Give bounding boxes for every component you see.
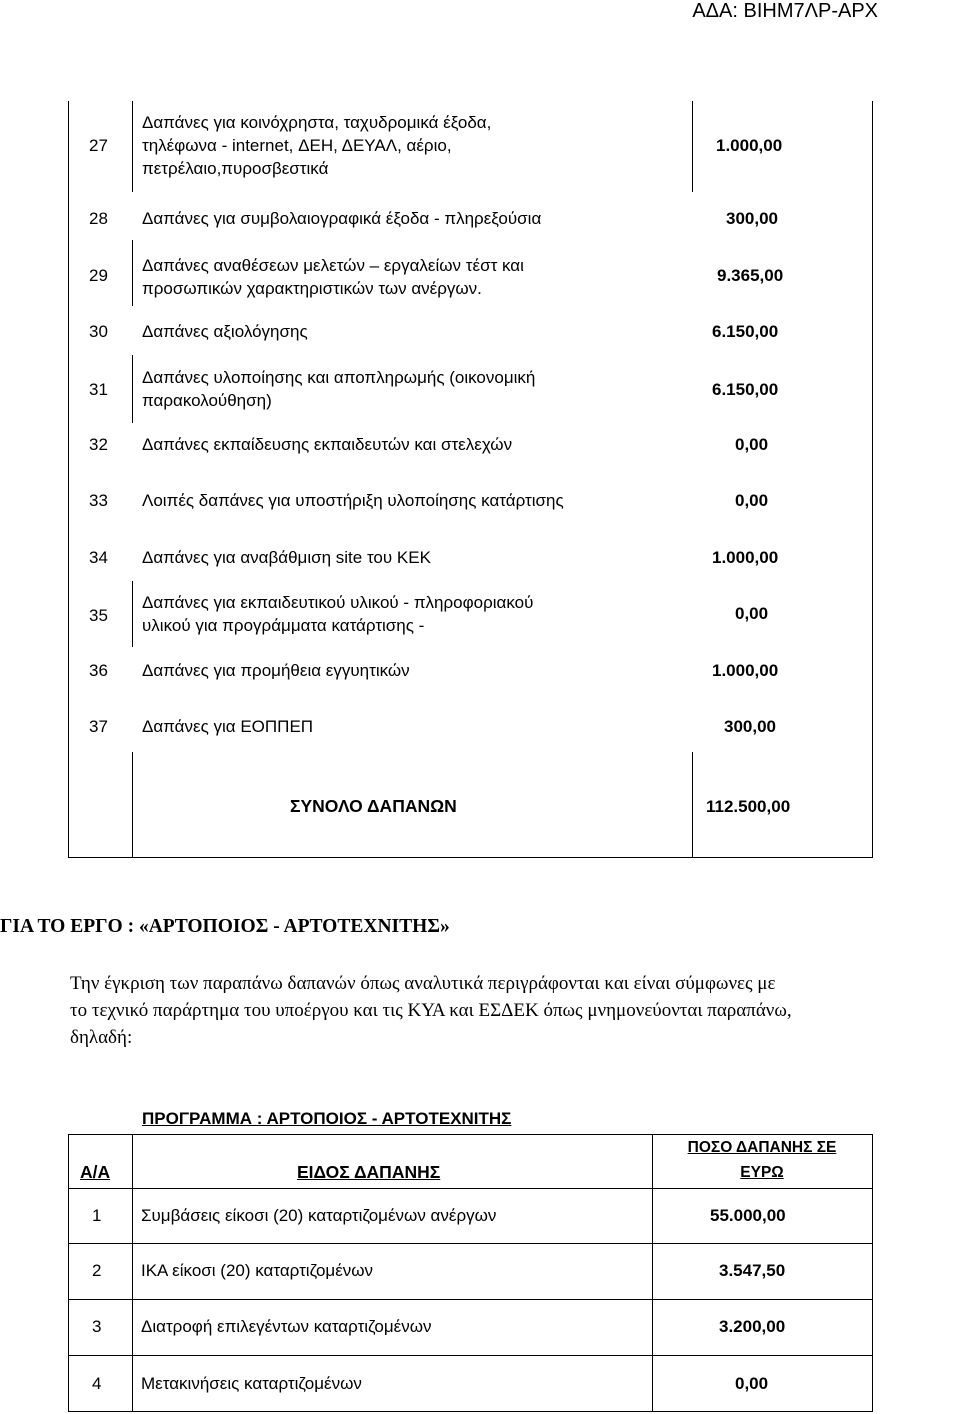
program-row-amount: 3.547,50	[719, 1261, 786, 1280]
row-description: Δαπάνες αναθέσεων μελετών – εργαλείων τέστ και προσωπικών χαρακτηριστικών των ανέργων.	[142, 256, 524, 298]
row-description: Δαπάνες αξιολόγησης	[142, 322, 308, 341]
ada-code: ΑΔΑ: ΒΙΗΜ7ΛΡ-ΑΡΧ	[692, 0, 878, 22]
table-divider	[132, 240, 133, 306]
row-number: 30	[89, 322, 108, 341]
row-description: Δαπάνες υλοποίησης και αποπληρωμής (οικονομική παρακολούθηση)	[142, 368, 536, 410]
row-description: Δαπάνες για κοινόχρηστα, ταχυδρομικά έξοδα, τηλέφωνα - internet, ΔΕΗ, ΔΕΥΑΛ, αέριο, πετρέλαιο,πυροσβεστικά	[142, 113, 492, 178]
table-border-left	[68, 101, 69, 858]
program-row-amount: 0,00	[735, 1374, 769, 1393]
row-number: 29	[89, 266, 108, 285]
program-table-bottom-border	[68, 1411, 873, 1412]
table-divider	[692, 752, 693, 858]
project-heading: ΓΙΑ ΤΟ ΕΡΓΟ : «ΑΡΤΟΠΟΙΟΣ - ΑΡΤΟΤΕΧΝΙΤΗΣ»	[0, 916, 450, 937]
program-row-number: 3	[92, 1317, 102, 1336]
program-row-divider	[68, 1243, 873, 1244]
program-row-description: Μετακινήσεις καταρτιζομένων	[141, 1374, 362, 1393]
row-number: 33	[89, 491, 108, 510]
program-row-description: ΙΚΑ είκοσι (20) καταρτιζομένων	[141, 1261, 374, 1280]
program-row-description: Διατροφή επιλεγέντων καταρτιζομένων	[141, 1317, 432, 1336]
approval-paragraph: Την έγκριση των παραπάνω δαπανών όπως αναλυτικά περιγράφονται και είναι σύμφωνες με το τεχνικό παράρτημα του υποέργου και τις ΚΥΑ και ΕΣΔΕΚ όπως μνημονεύονται παραπάνω, δηλαδή:	[70, 973, 792, 1048]
program-table-border-right	[872, 1134, 873, 1412]
program-row-description: Συμβάσεις είκοσι (20) καταρτιζομένων ανέργων	[141, 1206, 497, 1225]
total-label: ΣΥΝΟΛΟ ΔΑΠΑΝΩΝ	[290, 796, 457, 816]
row-amount: 1.000,00	[716, 136, 783, 155]
row-amount: 300,00	[726, 209, 778, 228]
row-amount: 0,00	[735, 435, 769, 454]
program-table-header-border	[68, 1188, 873, 1189]
row-amount: 1.000,00	[712, 548, 779, 567]
row-number: 37	[89, 717, 108, 736]
program-row-divider	[68, 1299, 873, 1300]
row-number: 32	[89, 435, 108, 454]
row-description: Δαπάνες για αναβάθμιση site του ΚΕΚ	[142, 548, 431, 567]
program-title: ΠΡΟΓΡΑΜΜΑ : ΑΡΤΟΠΟΙΟΣ - ΑΡΤΟΤΕΧΝΙΤΗΣ	[142, 1109, 512, 1128]
table-border-bottom	[68, 857, 873, 858]
table-divider	[132, 355, 133, 423]
row-description: Δαπάνες για προμήθεια εγγυητικών	[142, 661, 410, 680]
row-description: Λοιπές δαπάνες για υποστήριξη υλοποίησης κατάρτισης	[142, 491, 564, 510]
row-description: Δαπάνες για εκπαιδευτικού υλικού - πληροφοριακού υλικού για προγράμματα κατάρτισης -	[142, 593, 534, 635]
column-header-num: Α/Α	[80, 1162, 111, 1182]
table-divider	[132, 752, 133, 858]
row-description: Δαπάνες για ΕΟΠΠΕΠ	[142, 717, 314, 736]
table-divider	[692, 101, 693, 192]
program-table-border-left	[68, 1134, 69, 1412]
program-row-divider	[68, 1355, 873, 1356]
row-amount: 1.000,00	[712, 661, 779, 680]
program-table-divider	[132, 1134, 133, 1412]
table-divider	[132, 581, 133, 647]
row-number: 27	[89, 136, 108, 155]
column-header-amount: ΠΟΣΟ ΔΑΠΑΝΗΣ ΣΕ ΕΥΡΩ	[687, 1139, 837, 1181]
row-description: Δαπάνες για συμβολαιογραφικά έξοδα - πληρεξούσια	[142, 209, 542, 228]
table-border-right	[872, 101, 873, 858]
row-number: 35	[89, 606, 108, 625]
row-description: Δαπάνες εκπαίδευσης εκπαιδευτών και στελεχών	[142, 435, 513, 454]
program-row-amount: 3.200,00	[719, 1317, 786, 1336]
program-row-number: 4	[92, 1374, 102, 1393]
program-row-amount: 55.000,00	[710, 1206, 786, 1225]
row-number: 28	[89, 209, 108, 228]
row-number: 36	[89, 661, 108, 680]
row-number: 31	[89, 380, 108, 399]
row-amount: 9.365,00	[717, 266, 784, 285]
table-divider	[132, 101, 133, 192]
row-amount: 0,00	[735, 491, 769, 510]
program-row-number: 2	[92, 1261, 102, 1280]
row-amount: 6.150,00	[712, 322, 779, 341]
program-row-number: 1	[92, 1206, 102, 1225]
row-amount: 300,00	[724, 717, 776, 736]
row-amount: 6.150,00	[712, 380, 779, 399]
row-number: 34	[89, 548, 108, 567]
column-header-description: ΕΙΔΟΣ ΔΑΠΑΝΗΣ	[297, 1162, 441, 1182]
total-amount: 112.500,00	[706, 797, 791, 816]
row-amount: 0,00	[735, 604, 769, 623]
